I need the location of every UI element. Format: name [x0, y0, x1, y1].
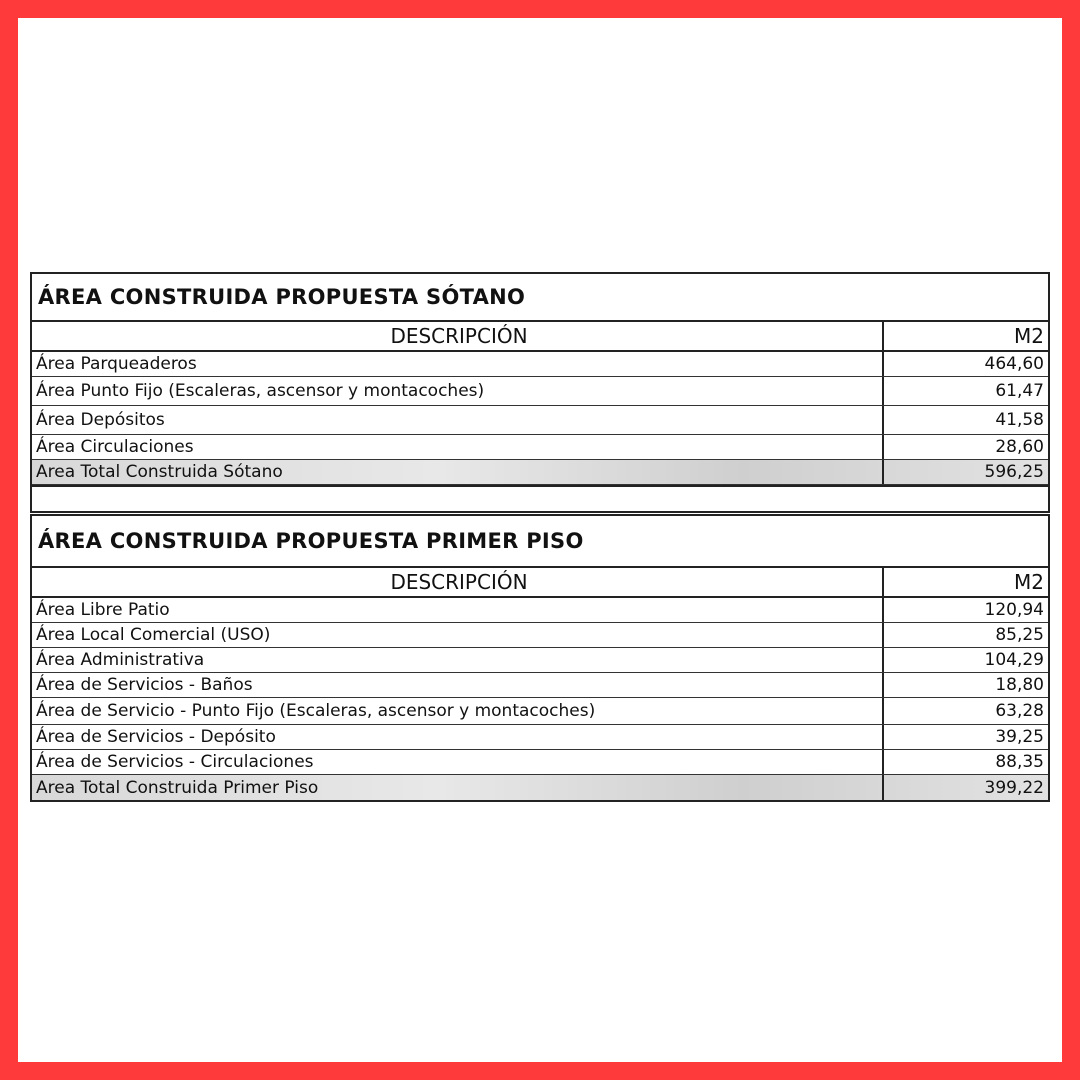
- row-label: Área de Servicio - Punto Fijo (Escaleras, ascensor y montacoches): [32, 698, 884, 724]
- row-label: Área Local Comercial (USO): [32, 623, 884, 647]
- total-label: Area Total Construida Sótano: [32, 460, 884, 484]
- row-value: 39,25: [995, 727, 1044, 747]
- row-label: Área Administrativa: [32, 648, 884, 672]
- spacer-row: [32, 485, 1048, 511]
- row-value: 104,29: [984, 650, 1044, 670]
- table-title: ÁREA CONSTRUIDA PROPUESTA SÓTANO: [32, 274, 1048, 322]
- table-row: [32, 352, 1048, 377]
- row-value: 28,60: [995, 437, 1044, 457]
- table-row: [32, 673, 1048, 698]
- row-label: Área Depósitos: [32, 406, 884, 434]
- row-value: 85,25: [995, 625, 1044, 645]
- table-row: [32, 598, 1048, 623]
- table-row: [32, 377, 1048, 406]
- header-row: [32, 568, 1048, 598]
- header-row: [32, 322, 1048, 352]
- table-primer-piso: [30, 514, 1050, 802]
- column-header-description: DESCRIPCIÓN: [32, 322, 884, 350]
- row-value: 18,80: [995, 675, 1044, 695]
- table-row: [32, 725, 1048, 750]
- column-header-m2: M2: [1014, 570, 1044, 594]
- row-value: 61,47: [995, 381, 1044, 401]
- total-row: [32, 460, 1048, 485]
- row-value: 63,28: [995, 701, 1044, 721]
- row-label: Área Parqueaderos: [32, 352, 884, 376]
- total-label: Area Total Construida Primer Piso: [32, 775, 884, 800]
- table-row: [32, 406, 1048, 435]
- row-value: 120,94: [984, 600, 1044, 620]
- table-row: [32, 623, 1048, 648]
- row-value: 464,60: [984, 354, 1044, 374]
- column-header-m2: M2: [1014, 324, 1044, 348]
- row-label: Área Punto Fijo (Escaleras, ascensor y montacoches): [32, 377, 884, 405]
- table-row: [32, 750, 1048, 775]
- table-row: [32, 648, 1048, 673]
- table-sotano: [30, 272, 1050, 513]
- table-row: [32, 698, 1048, 725]
- row-label: Área de Servicios - Depósito: [32, 725, 884, 749]
- table-row: [32, 435, 1048, 460]
- row-label: Área Libre Patio: [32, 598, 884, 622]
- total-value: 399,22: [984, 777, 1044, 798]
- document-page: [18, 18, 1062, 1062]
- total-row: [32, 775, 1048, 800]
- column-header-description: DESCRIPCIÓN: [32, 568, 884, 596]
- row-value: 88,35: [995, 752, 1044, 772]
- row-value: 41,58: [995, 410, 1044, 430]
- row-label: Área Circulaciones: [32, 435, 884, 459]
- total-value: 596,25: [984, 462, 1044, 482]
- table-title: ÁREA CONSTRUIDA PROPUESTA PRIMER PISO: [32, 516, 1048, 568]
- row-label: Área de Servicios - Baños: [32, 673, 884, 697]
- row-label: Área de Servicios - Circulaciones: [32, 750, 884, 774]
